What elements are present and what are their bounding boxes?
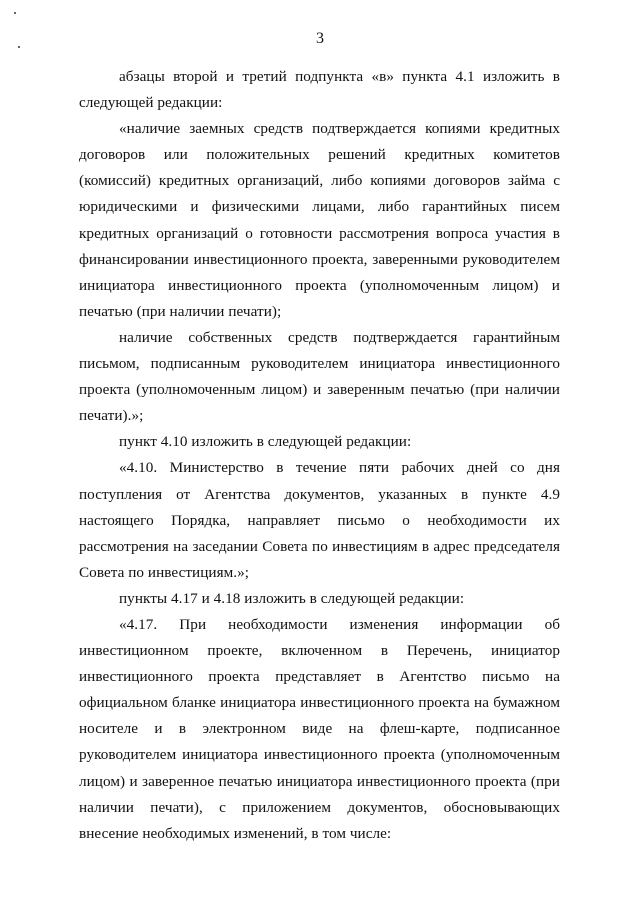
paragraph-clause-4-17: «4.17. При необходимости изменения информации об инвестиционном проекте, включенном в Перечень, инициатор инвестиционного проекта представляет в Агентство письмо на официальном бланке инициатора инвестиционного проекта на бумажном носителе и в электронном виде на флеш-карте, подписанное руководителем инициатора инвестиционного проекта (уполномоченным лицом) и заверенное печатью инициатора инвестиционного проекта (при наличии печати), с приложением документов, обосновывающих внесение необходимых изменений, в том числе:	[79, 615, 560, 842]
scan-speck	[14, 12, 16, 14]
paragraph-clause-4-10: «4.10. Министерство в течение пяти рабочих дней со дня поступления от Агентства документов, указанных в пункте 4.9 настоящего Порядка, направляет письмо о необходимости их рассмотрения на заседании Совета по инвестициям в адрес председателя Совета по инвестициям.»;	[79, 459, 560, 581]
paragraph-amendment-4-17-intro: пункты 4.17 и 4.18 изложить в следующей редакции:	[119, 589, 465, 607]
paragraph-amendment-4-10-intro: пункт 4.10 изложить в следующей редакции:	[119, 433, 412, 451]
page-number: 3	[316, 30, 324, 47]
document-body	[79, 64, 560, 847]
paragraph-amendment-4-1-intro: абзацы второй и третий подпункта «в» пункта 4.1 изложить в следующей редакции:	[79, 68, 560, 112]
paragraph-borrowed-funds: «наличие заемных средств подтверждается копиями кредитных договоров или положительных решений кредитных комитетов (комиссий) кредитных организаций, либо копиями договоров займа с юридическими и физическими лицами, либо гарантийных писем кредитных организаций о готовности рассмотрения вопроса участия в финансировании инвестиционного проекта, заверенными руководителем инициатора инвестиционного проекта (уполномоченным лицом) и печатью (при наличии печати);	[79, 120, 560, 320]
paragraph-own-funds: наличие собственных средств подтверждается гарантийным письмом, подписанным руководителем инициатора инвестиционного проекта (уполномоченным лицом) и заверенным печатью (при наличии печати).»;	[79, 328, 560, 425]
